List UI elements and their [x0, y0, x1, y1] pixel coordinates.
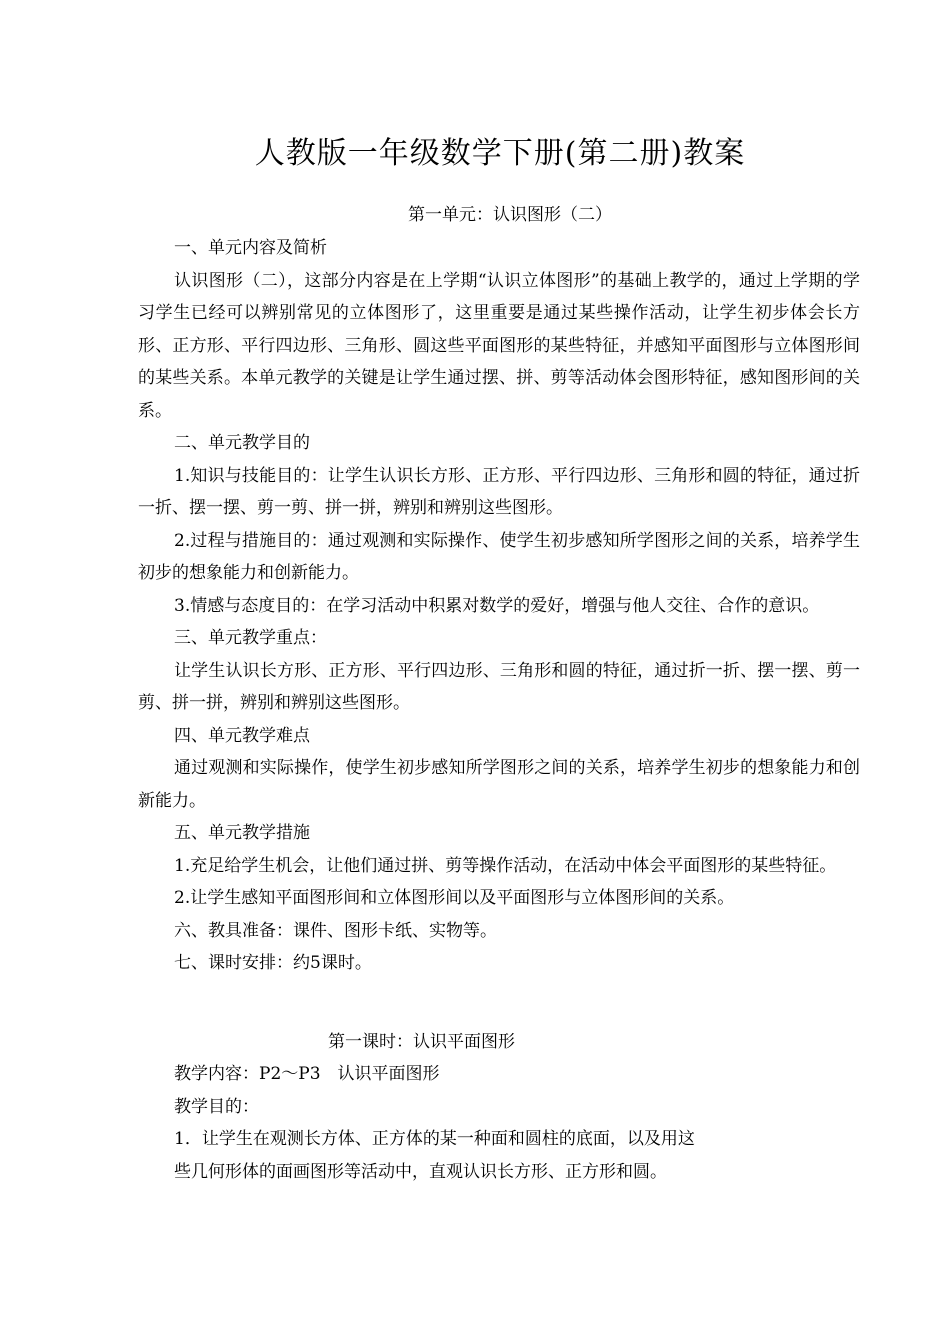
lesson-title: 第一课时：认识平面图形: [328, 1031, 515, 1052]
document-title: 人教版一年级数学下册(第二册)教案: [254, 136, 746, 171]
section-heading-5: 五、单元教学措施: [174, 823, 310, 843]
spacer: [138, 980, 860, 1026]
key-points: 让学生认识长方形、正方形、平行四边形、三角形和圆的特征，通过折一折、摆一摆、剪一剪、拼一拼，辨别和辨别这些图形。: [138, 660, 860, 713]
section-heading-1: 一、单元内容及简析: [174, 238, 327, 258]
lesson-objectives-heading: 教学目的：: [174, 1096, 259, 1117]
measure-1: 1.充足给学生机会，让他们通过拼、剪等操作活动，在活动中体会平面图形的某些特征。: [174, 855, 837, 876]
objective-1: 1.知识与技能目的：让学生认识长方形、正方形、平行四边形、三角形和圆的特征，通过折一折、摆一摆、剪一剪、拼一拼，辨别和辨别这些图形。: [138, 465, 860, 518]
lesson-objective-line-1: 1．让学生在观测长方体、正方体的某一种面和圆柱的底面，以及用这: [174, 1129, 695, 1149]
lesson-content: 教学内容：P2～P3 认识平面图形: [174, 1064, 440, 1084]
unit-title: 第一单元：认识图形（二）: [408, 205, 612, 225]
section-heading-4: 四、单元教学难点: [174, 725, 310, 746]
lesson-objective-line-2: 些几何形体的面画图形等活动中，直观认识长方形、正方形和圆。: [174, 1161, 667, 1182]
class-schedule: 七、课时安排：约5课时。: [174, 953, 372, 973]
paragraph-intro: 认识图形（二），这部分内容是在上学期“认识立体图形”的基础上教学的，通过上学期的学习学生已经可以辨别常见的立体图形了，这里重要是通过某些操作活动，让学生初步体会长方形、正方形、平行四边形、三角形、圆这些平面图形的某些特征，并感知平面图形与立体图形间的某些关系。本单元教学的关键是让学生通过摆、拼、剪等活动体会图形特征，感知图形间的关系。: [138, 270, 860, 421]
section-heading-3: 三、单元教学重点：: [174, 628, 327, 648]
teaching-aids: 六、教具准备：课件、图形卡纸、实物等。: [174, 920, 497, 941]
document-body: [138, 232, 860, 1188]
measure-2: 2.让学生感知平面图形间和立体图形间以及平面图形与立体图形间的关系。: [174, 888, 735, 908]
objective-3: 3.情感与态度目的：在学习活动中积累对数学的爱好，增强与他人交往、合作的意识。: [174, 595, 820, 616]
difficulties: 通过观测和实际操作，使学生初步感知所学图形之间的关系，培养学生初步的想象能力和创新能力。: [138, 758, 860, 811]
objective-2: 2.过程与措施目的：通过观测和实际操作、使学生初步感知所学图形之间的关系，培养学生初步的想象能力和创新能力。: [138, 530, 860, 583]
section-heading-2: 二、单元教学目的: [174, 433, 310, 453]
